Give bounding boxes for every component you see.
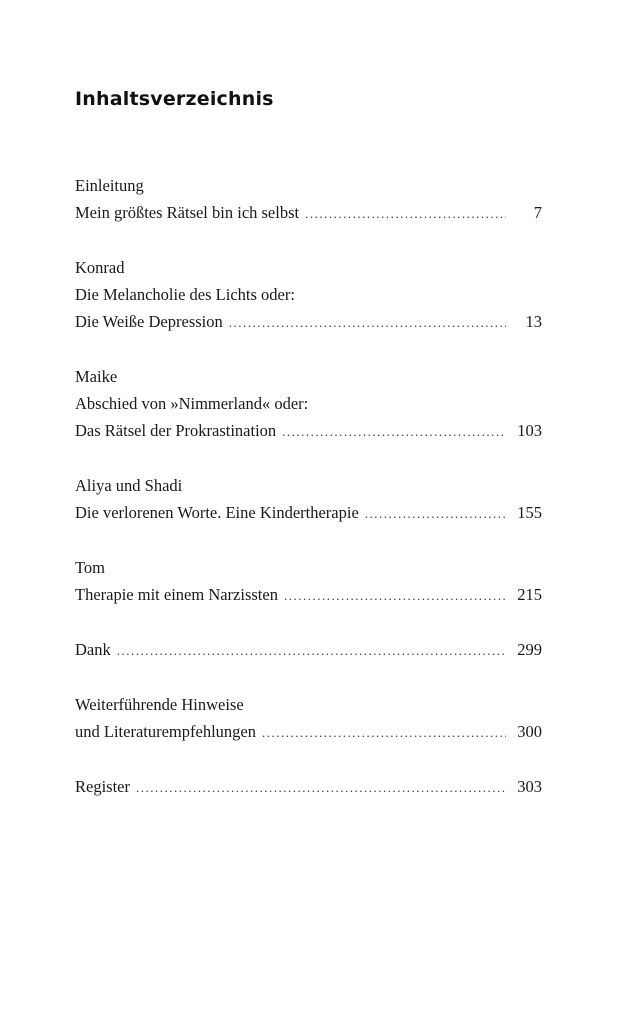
toc-entry-title: Mein größtes Rätsel bin ich selbst [75,203,300,222]
toc-entry-title-row[interactable] [75,773,542,800]
toc-entry-heading: Konrad [75,258,125,277]
toc-entry-konrad [75,254,542,335]
dot-leader [284,582,506,609]
toc-entry-subtitle: Die Melancholie des Lichts oder: [75,285,295,304]
toc-entry-title-row[interactable] [75,308,542,335]
toc-entry-title-row[interactable] [75,636,542,663]
toc-entry-title-row[interactable] [75,417,542,444]
page-number: 13 [525,312,542,331]
table-of-contents [75,172,542,828]
toc-entry-title: Die Weiße Depression [75,312,223,331]
toc-entry-register [75,773,542,800]
page-number: 155 [517,503,542,522]
dot-leader [262,719,506,746]
dot-leader [282,418,506,445]
toc-entry-einleitung [75,172,542,226]
toc-entry-heading: Maike [75,367,118,386]
toc-entry-heading: Weiterführende Hinweise [75,695,244,714]
toc-entry-title: Therapie mit einem Narzissten [75,585,278,604]
page-title: Inhaltsverzeichnis [75,88,274,110]
toc-entry-title: und Literaturempfehlungen [75,722,256,741]
toc-entry-dank [75,636,542,663]
toc-entry-title-row[interactable] [75,718,542,745]
page-number: 103 [517,421,542,440]
page-number: 7 [533,203,542,222]
toc-entry-title: Die verlorenen Worte. Eine Kindertherapie [75,503,359,522]
toc-entry-title: Das Rätsel der Prokrastination [75,421,277,440]
toc-entry-title-row[interactable] [75,581,542,608]
toc-entry-title-row[interactable] [75,499,542,526]
toc-entry-maike [75,363,542,444]
toc-entry-heading: Tom [75,558,106,577]
page-number: 215 [517,585,542,604]
toc-entry-aliya-shadi [75,472,542,526]
toc-entry-hinweise [75,691,542,745]
toc-entry-heading: Einleitung [75,176,144,195]
page-number: 299 [517,640,542,659]
toc-entry-tom [75,554,542,608]
toc-entry-heading: Aliya und Shadi [75,476,183,495]
dot-leader [229,309,506,336]
toc-entry-title: Register [75,777,130,796]
dot-leader [117,637,506,664]
dot-leader [136,774,506,801]
toc-entry-title-row[interactable] [75,199,542,226]
toc-entry-subtitle: Abschied von »Nimmerland« oder: [75,394,309,413]
page-number: 303 [517,777,542,796]
page-number: 300 [517,722,542,741]
toc-entry-title: Dank [75,640,111,659]
dot-leader [305,200,506,227]
dot-leader [365,500,506,527]
